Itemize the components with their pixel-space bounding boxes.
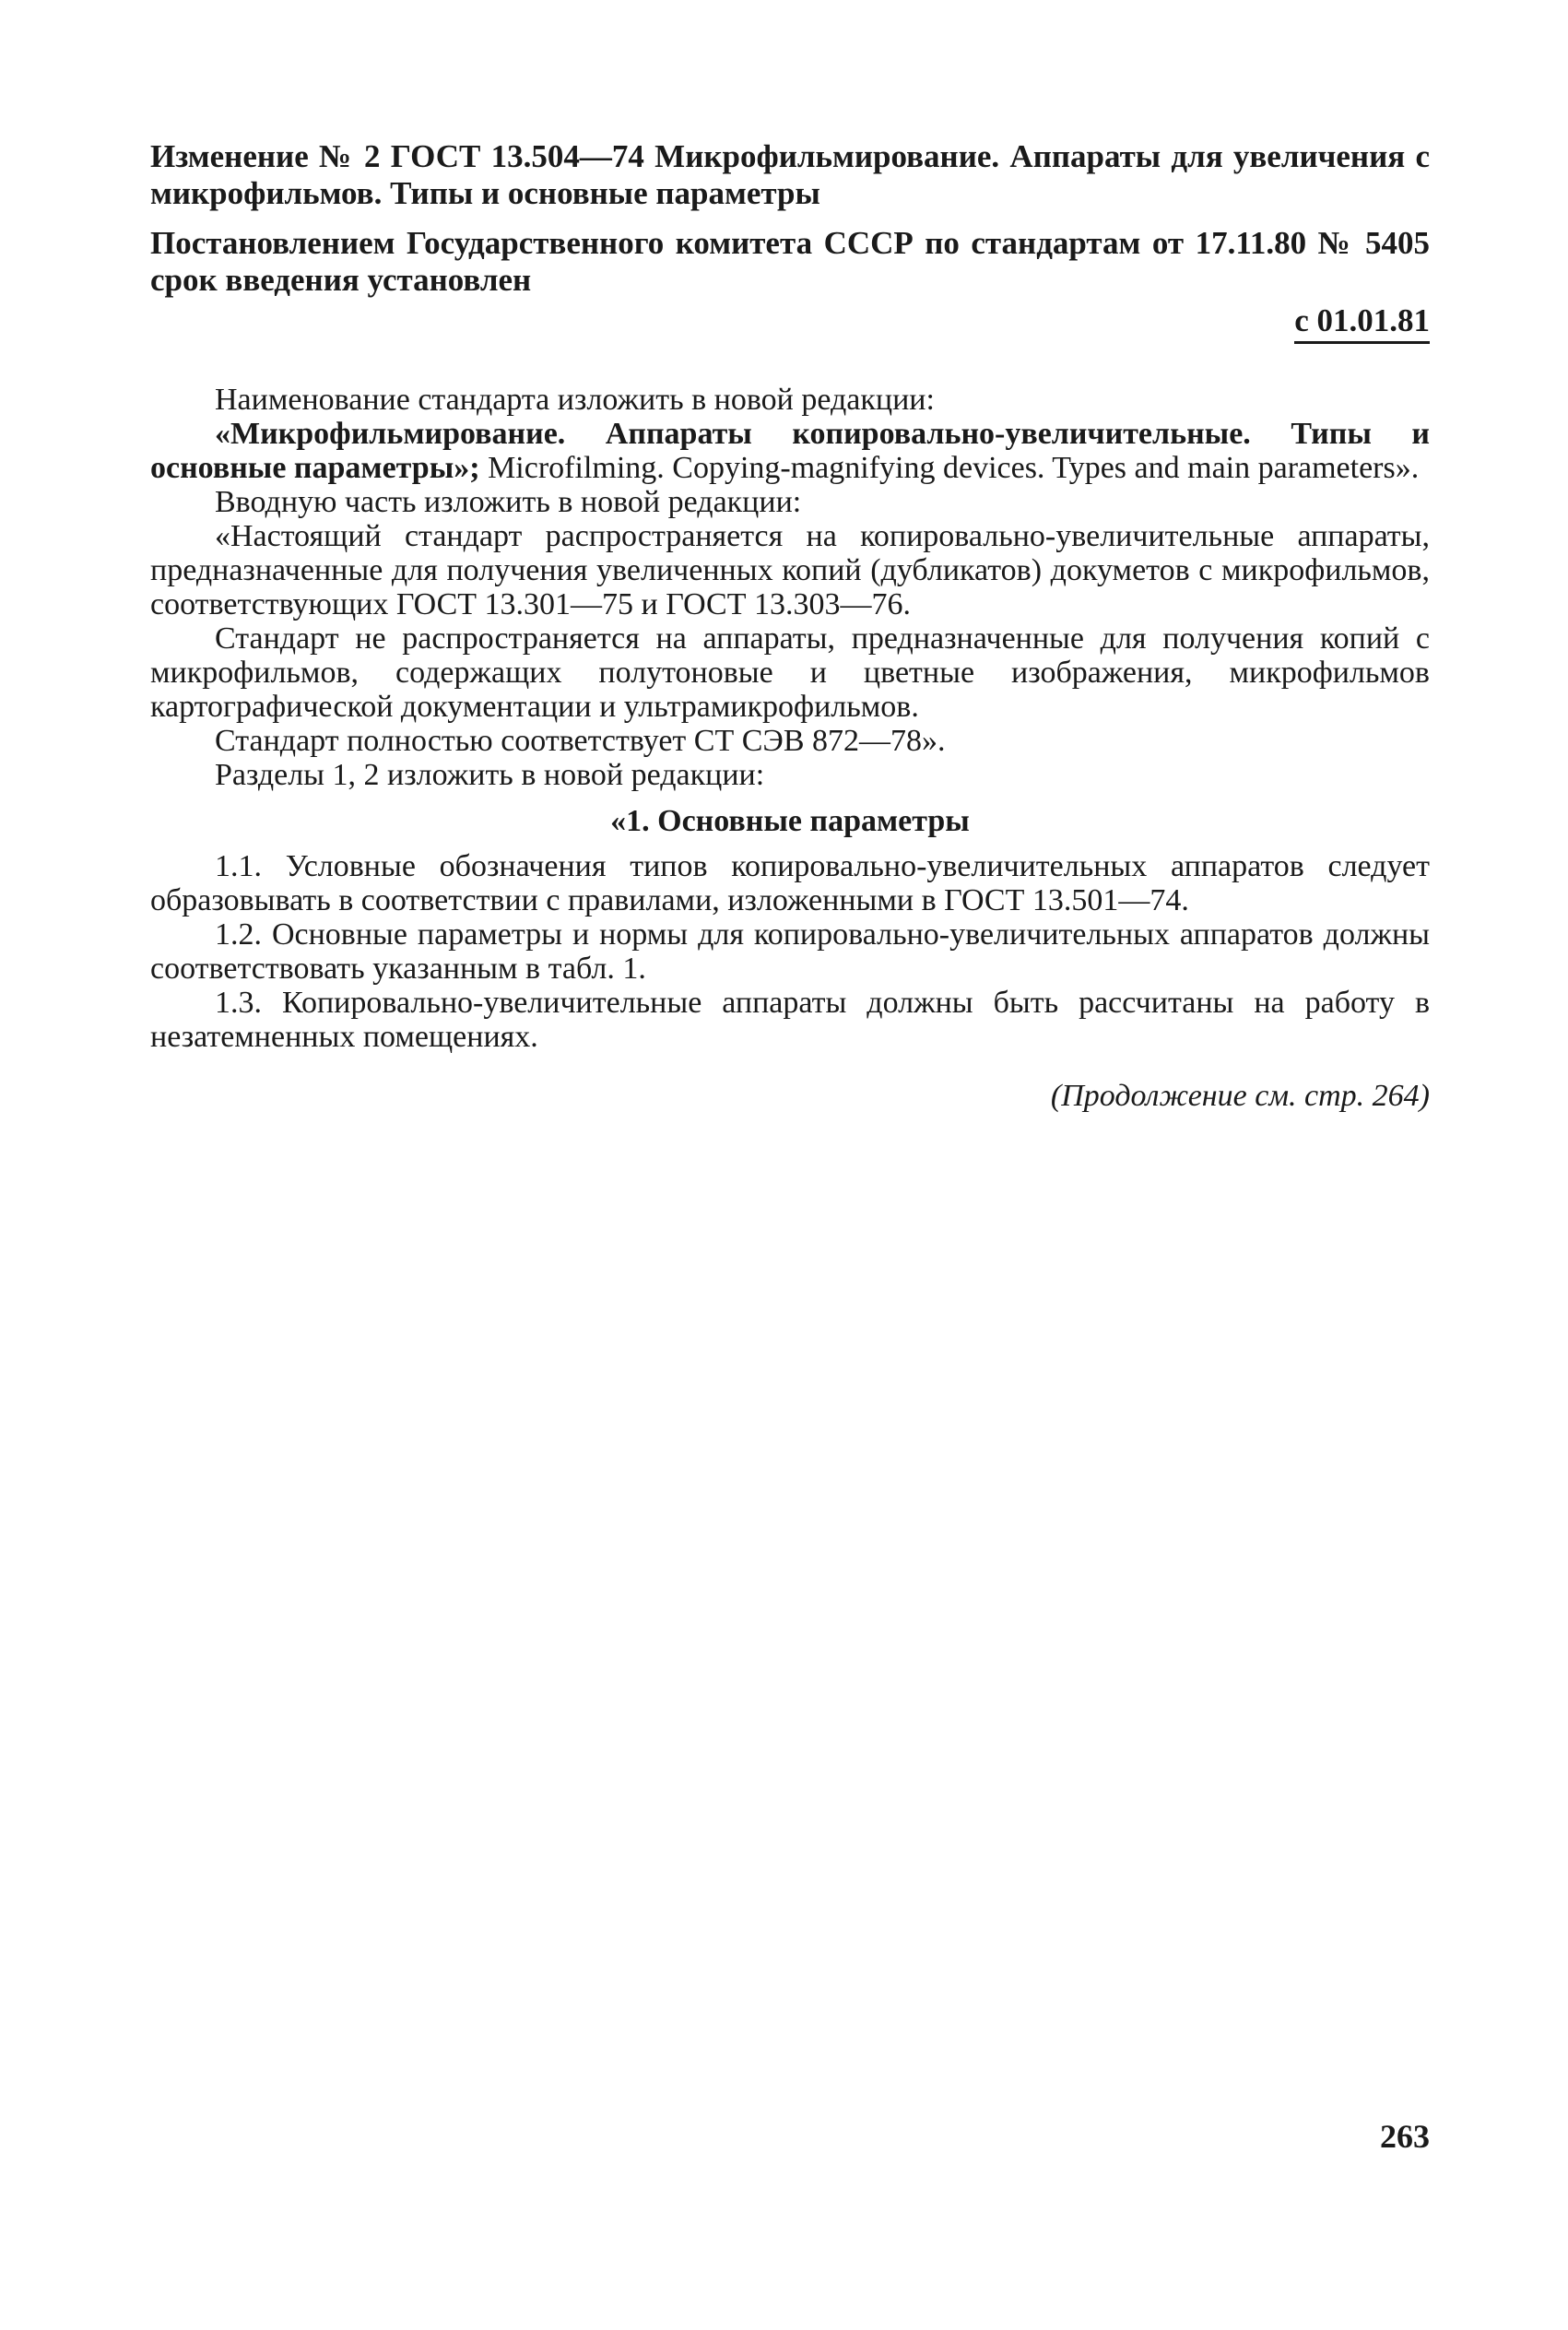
amendment-body	[150, 383, 1430, 1054]
decree-text: Постановлением Государственного комитета СССР по стандартам от 17.11.80 № 5405 срок введения установлен	[150, 225, 1430, 298]
page-number: 263	[1380, 2118, 1430, 2155]
clause-1-1: 1.1. Условные обозначения типов копировально-увеличительных аппаратов следует образовывать в соответствии с правилами, изложенными в ГОСТ 13.501—74.	[150, 849, 1430, 917]
clause-1-3: 1.3. Копировально-увеличительные аппараты должны быть рассчитаны на работу в незатемненных помещениях.	[150, 986, 1430, 1054]
clause-1-2: 1.2. Основные параметры и нормы для копировально-увеличительных аппаратов должны соответствовать указанным в табл. 1.	[150, 917, 1430, 986]
new-title-english: Microfilming. Copying-magnifying devices. Types and main parameters».	[479, 451, 1420, 485]
paragraph-intro-instruction: Вводную часть изложить в новой редакции:	[215, 485, 802, 519]
paragraph-title-instruction: Наименование стандарта изложить в новой редакции:	[215, 383, 935, 417]
paragraph-exclusions: Стандарт не распространяется на аппараты, предназначенные для получения копий с микрофильмов, содержащих полутоновые и цветные изображения, микрофильмов картографической документации и ультрамикрофильмов.	[150, 621, 1430, 724]
new-title-russian: «Микрофильмирование. Аппараты копировально-увеличительные. Типы и основные параметры»;	[150, 417, 1430, 485]
paragraph-scope: «Настоящий стандарт распространяется на копировально-увеличительные аппараты, предназначенные для получения увеличенных копий (дубликатов) докуметов с микрофильмов, соответствующих ГОСТ 13.301—75 и ГОСТ 13.303—76.	[150, 519, 1430, 621]
effective-date: с 01.01.81	[1294, 302, 1430, 344]
effective-date-row	[150, 302, 1430, 344]
continuation-note: (Продолжение см. стр. 264)	[1050, 1079, 1430, 1113]
document-page	[150, 138, 1430, 1115]
amendment-title: Изменение № 2 ГОСТ 13.504—74 Микрофильмирование. Аппараты для увеличения с микрофильмов. Типы и основные параметры	[150, 138, 1430, 211]
paragraph-new-title	[150, 417, 1430, 485]
paragraph-compliance: Стандарт полностью соответствует СТ СЭВ 872—78».	[215, 724, 946, 758]
section-heading: «1. Основные параметры	[610, 804, 970, 838]
paragraph-sections-instruction: Разделы 1, 2 изложить в новой редакции:	[215, 758, 765, 792]
